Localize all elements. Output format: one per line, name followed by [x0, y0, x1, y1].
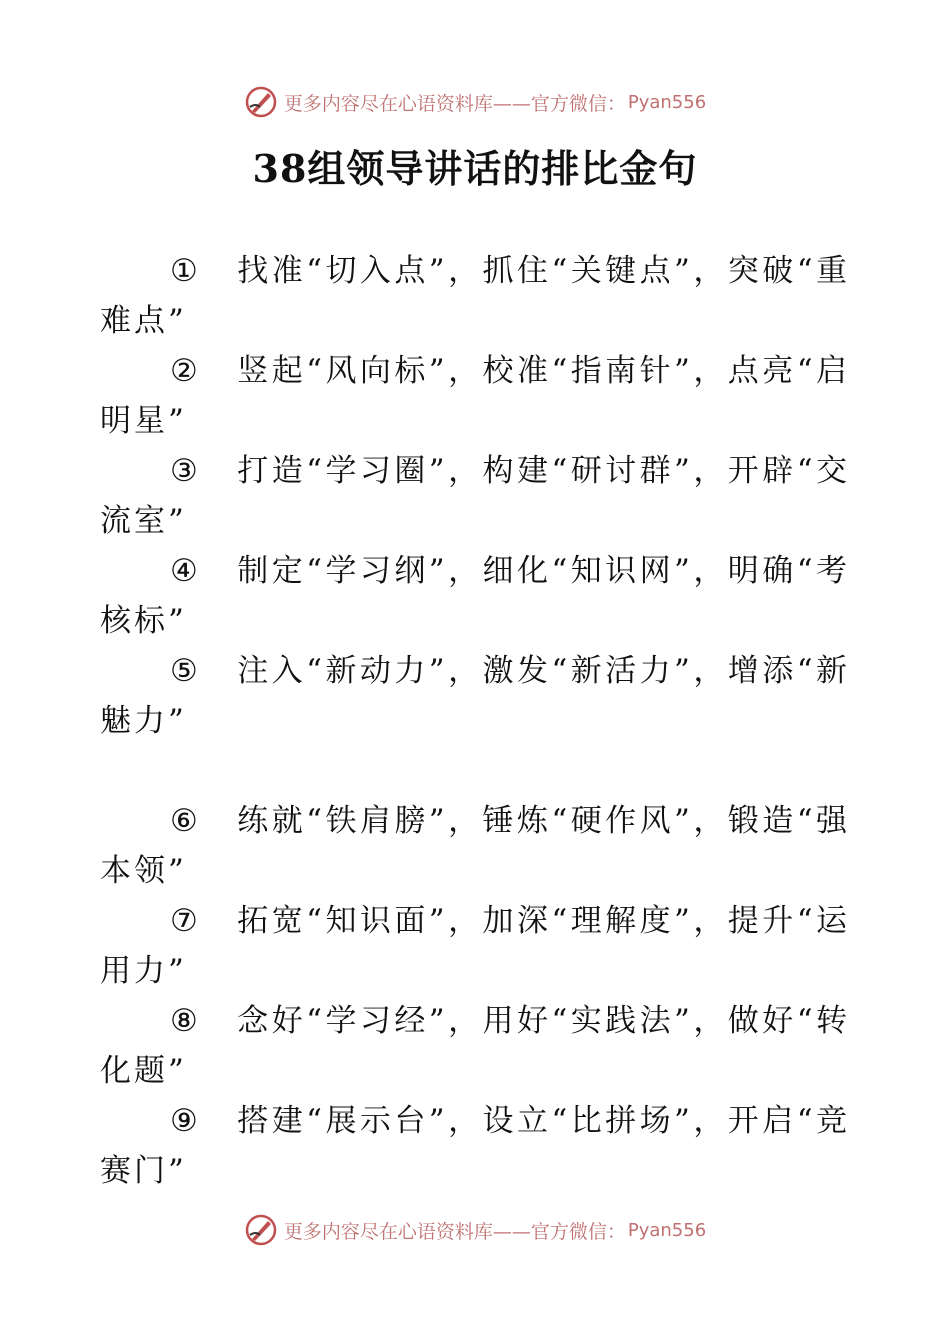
list-item — [100, 346, 850, 446]
header-banner — [0, 82, 950, 122]
list-item — [100, 1096, 850, 1196]
pen-logo-icon — [244, 1213, 278, 1247]
item-text: 竖起“风向标”，校准“指南针”，点亮“启明星” — [100, 353, 850, 439]
pen-logo-icon — [244, 85, 278, 119]
item-text: 搭建“展示台”，设立“比拼场”，开启“竞赛门” — [100, 1103, 850, 1189]
item-text: 找准“切入点”，抓住“关键点”，突破“重难点” — [100, 253, 850, 339]
page-title: 38组领导讲话的排比金句 — [252, 146, 698, 191]
item-number: ③ — [170, 453, 202, 489]
phrase-list — [100, 246, 850, 1196]
list-item — [100, 246, 850, 346]
item-number: ⑧ — [170, 1003, 202, 1039]
item-number: ① — [170, 253, 202, 289]
list-item — [100, 446, 850, 546]
item-number: ④ — [170, 553, 202, 589]
list-item — [100, 546, 850, 646]
item-number: ⑨ — [170, 1103, 202, 1139]
section-gap — [100, 746, 850, 796]
item-text: 念好“学习经”，用好“实践法”，做好“转化题” — [100, 1003, 850, 1089]
item-number: ⑤ — [170, 653, 202, 689]
list-item — [100, 646, 850, 746]
item-text: 拓宽“知识面”，加深“理解度”，提升“运用力” — [100, 903, 850, 989]
list-item — [100, 796, 850, 896]
list-item — [100, 896, 850, 996]
item-number: ② — [170, 353, 202, 389]
item-text: 练就“铁肩膀”，锤炼“硬作风”，锻造“强本领” — [100, 803, 850, 889]
banner-contact: Pyan556 — [627, 91, 707, 113]
item-number: ⑦ — [170, 903, 202, 939]
footer-banner — [0, 1210, 950, 1250]
banner-text: 更多内容尽在心语资料库——官方微信： — [283, 92, 626, 115]
banner-contact: Pyan556 — [627, 1219, 707, 1241]
item-text: 打造“学习圈”，构建“研讨群”，开辟“交流室” — [100, 453, 850, 539]
item-text: 注入“新动力”，激发“新活力”，增添“新魅力” — [100, 653, 850, 739]
banner-text: 更多内容尽在心语资料库——官方微信： — [283, 1220, 626, 1243]
list-item — [100, 996, 850, 1096]
item-number: ⑥ — [170, 803, 202, 839]
item-text: 制定“学习纲”，细化“知识网”，明确“考核标” — [100, 553, 850, 639]
